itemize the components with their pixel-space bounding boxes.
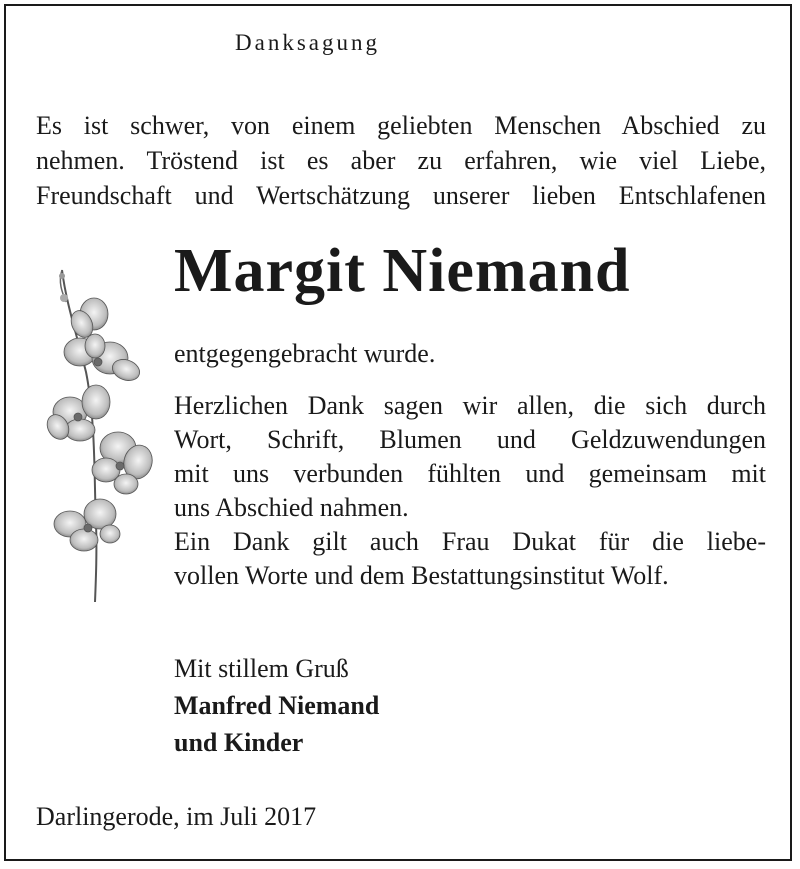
thanks-line: entgegengebracht wurde. xyxy=(174,339,436,368)
intro-line: Es ist schwer, von einem geliebten Menschen Abschied zu xyxy=(36,111,766,140)
intro-text xyxy=(36,108,766,213)
notice-heading: Danksagung xyxy=(235,30,380,55)
closing-block xyxy=(174,650,379,761)
thanks-line: Herzlichen Dank sagen wir allen, die sich durch xyxy=(174,391,766,420)
thanks-text xyxy=(174,337,766,593)
intro-line: nehmen. Tröstend ist es aber zu erfahren, wie viel Liebe, xyxy=(36,146,766,175)
thanks-line: Ein Dank gilt auch Frau Dukat für die liebe- xyxy=(174,527,766,556)
thanks-line: Wort, Schrift, Blumen und Geldzuwendungen xyxy=(174,425,766,454)
intro-line: Freundschaft und Wertschätzung unserer lieben Entschlafenen xyxy=(36,181,766,210)
deceased-name: Margit Niemand xyxy=(174,237,631,305)
thanks-line: uns Abschied nahmen. xyxy=(174,493,409,522)
place-date: Darlingerode, im Juli 2017 xyxy=(36,802,317,831)
closing-greeting: Mit stillem Gruß xyxy=(174,654,349,683)
thanks-line: vollen Worte und dem Bestattungsinstitut Wolf. xyxy=(174,561,669,590)
thanks-line: mit uns verbunden fühlten und gemeinsam mit xyxy=(174,459,766,488)
signer-name: Manfred Niemand xyxy=(174,691,380,720)
orchid-icon xyxy=(40,262,170,607)
signer-family: und Kinder xyxy=(174,728,304,757)
